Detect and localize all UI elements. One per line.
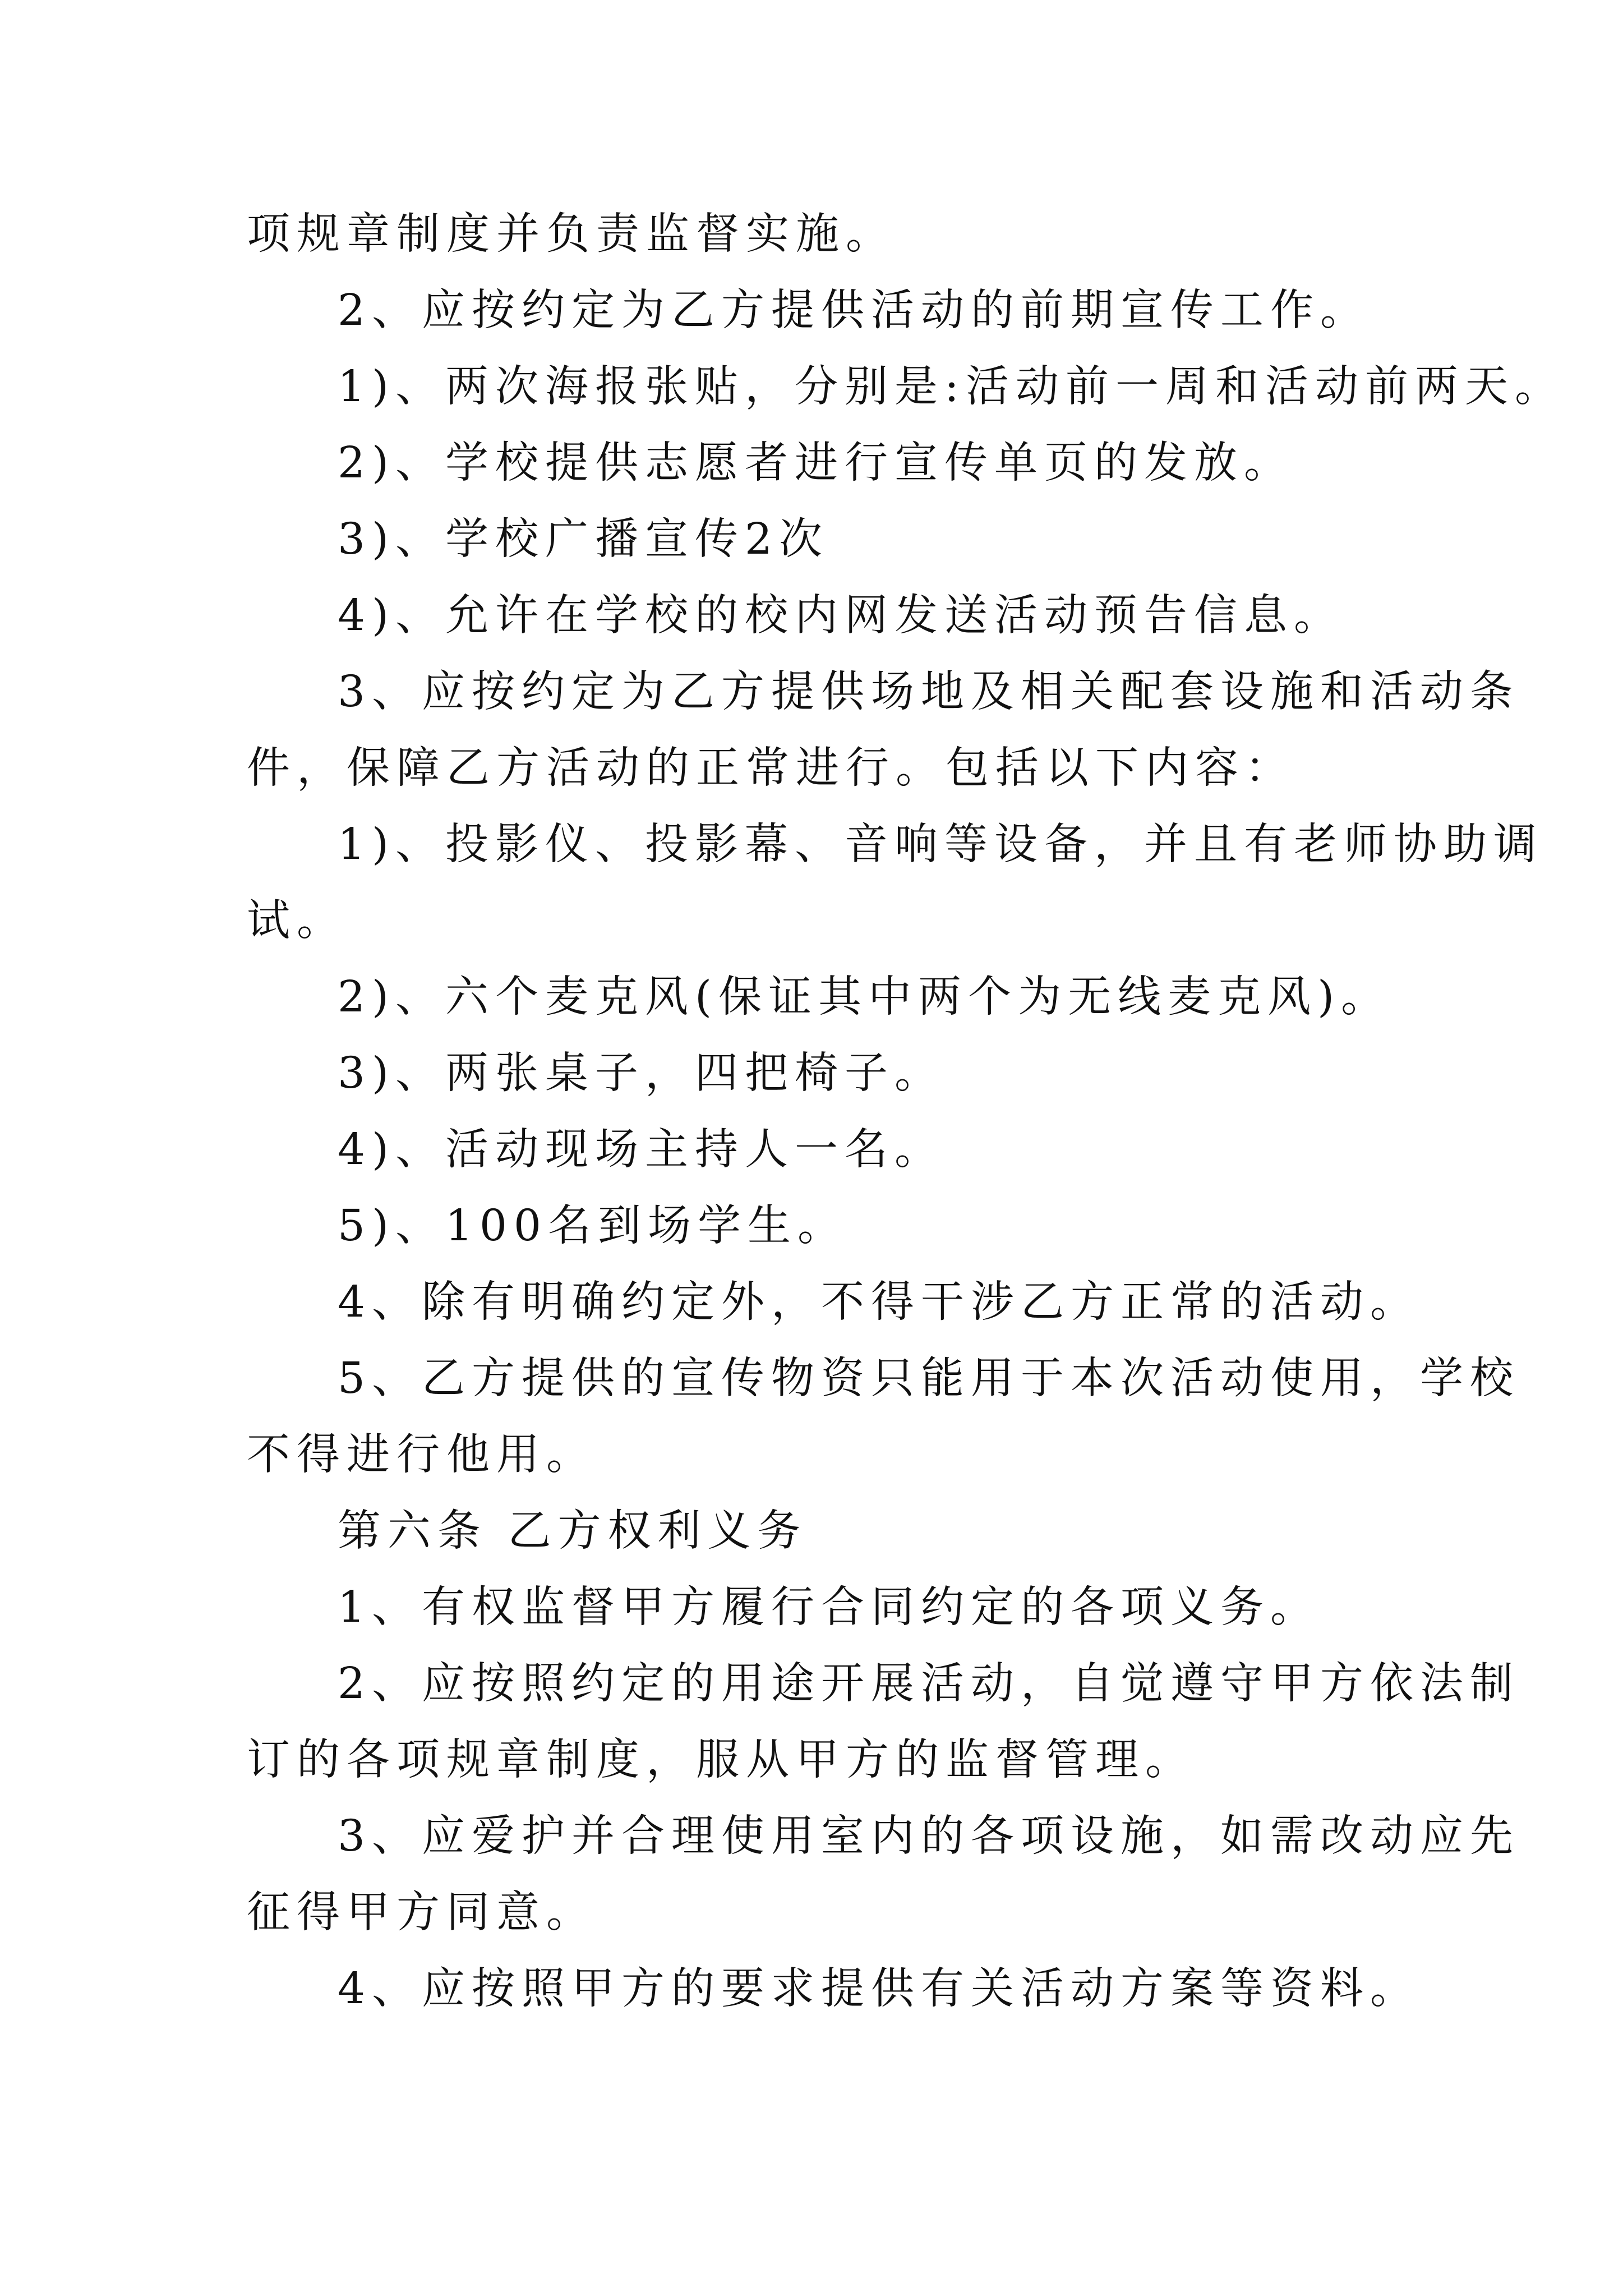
- text-line: 订的各项规章制度，服从甲方的监督管理。: [247, 1735, 1195, 1785]
- text-line: 5、乙方提供的宣传物资只能用于本次活动使用，学校: [338, 1354, 1520, 1404]
- text-line: 3)、两张桌子，四把椅子。: [338, 1048, 945, 1098]
- text-line: 4、除有明确约定外，不得干涉乙方正常的活动。: [338, 1277, 1420, 1327]
- text-line: 试。: [247, 896, 347, 946]
- text-line: 4、应按照甲方的要求提供有关活动方案等资料。: [338, 1964, 1420, 2014]
- text-line: 征得甲方同意。: [247, 1888, 596, 1938]
- text-line: 5)、100名到场学生。: [338, 1201, 847, 1251]
- text-line: 2)、学校提供志愿者进行宣传单页的发放。: [338, 438, 1294, 488]
- document-body: [247, 196, 1565, 2027]
- text-line: 4)、允许在学校的校内网发送活动预告信息。: [338, 591, 1344, 641]
- text-line: 1)、两次海报张贴，分别是:活动前一周和活动前两天。: [338, 362, 1565, 412]
- text-line: 不得进行他用。: [247, 1430, 596, 1480]
- section-heading: 第六条 乙方权利义务: [338, 1506, 808, 1556]
- text-line: 3、应爱护并合理使用室内的各项设施，如需改动应先: [338, 1811, 1520, 1861]
- text-line: 件，保障乙方活动的正常进行。包括以下内容：: [247, 743, 1295, 793]
- text-line: 2)、六个麦克风(保证其中两个为无线麦克风)。: [338, 972, 1391, 1022]
- text-line: 3)、学校广播宣传2次: [338, 514, 829, 564]
- text-line: 3、应按约定为乙方提供场地及相关配套设施和活动条: [338, 667, 1520, 717]
- text-line: 项规章制度并负责监督实施。: [247, 209, 896, 259]
- text-line: 4)、活动现场主持人一名。: [338, 1125, 945, 1175]
- text-line: 2、应按照约定的用途开展活动，自觉遵守甲方依法制: [338, 1659, 1520, 1709]
- text-line: 1、有权监督甲方履行合同约定的各项义务。: [338, 1582, 1320, 1632]
- text-line: 2、应按约定为乙方提供活动的前期宣传工作。: [338, 286, 1370, 335]
- text-line: 1)、投影仪、投影幕、音响等设备，并且有老师协助调: [338, 820, 1544, 869]
